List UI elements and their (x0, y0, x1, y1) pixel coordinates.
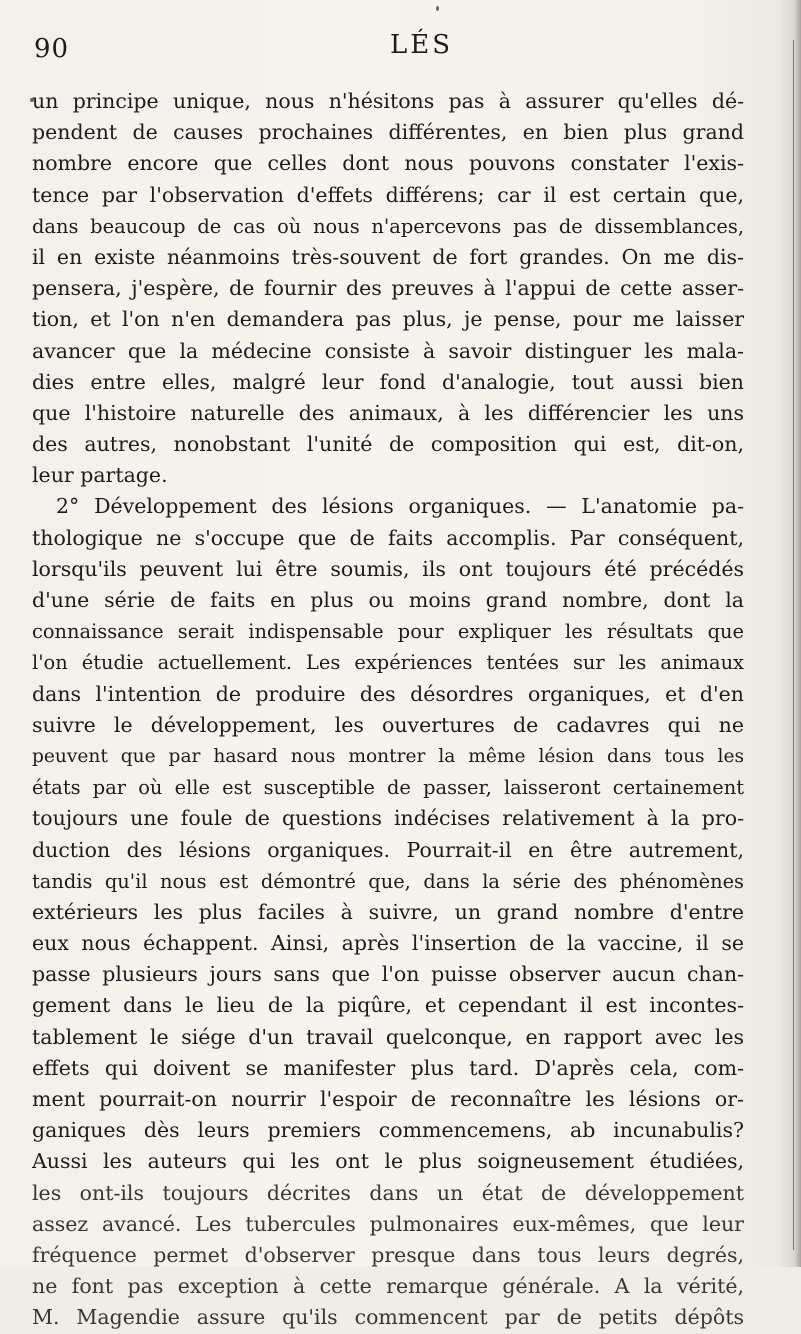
text-line: gement dans le lieu de la piqûre, et cependant il est incontes- (32, 993, 744, 1018)
text-line: pendent de causes prochaines différentes, en bien plus grand (32, 120, 744, 145)
text-line: toujours une foule de questions indécises relativement à la pro- (32, 806, 744, 831)
text-line: duction des lésions organiques. Pourrait-il en être autrement, (32, 837, 744, 862)
text-line: il en existe néanmoins très-souvent de fort grandes. On me dis- (32, 244, 744, 269)
text-line: pensera, j'espère, de fournir des preuves à l'appui de cette asser- (32, 276, 744, 301)
text-line: nombre encore que celles dont nous pouvons constater l'exis- (32, 151, 744, 176)
running-head: LÉS (390, 30, 454, 60)
text-line: tandis qu'il nous est démontré que, dans la série des phénomènes (32, 869, 744, 893)
text-line: thologique ne s'occupe que de faits accomplis. Par conséquent, (32, 525, 744, 550)
text-line: des autres, nonobstant l'unité de composition qui est, dit-on, (32, 432, 744, 457)
text-line: dans beaucoup de cas où nous n'apercevons pas de dissemblances, (32, 214, 744, 238)
text-line: peuvent que par hasard nous montrer la même lésion dans tous les (32, 745, 744, 767)
ink-speck (436, 6, 439, 11)
text-line: ne font pas exception à cette remarque générale. A la vérité, (32, 1274, 744, 1299)
text-line: tablement le siége d'un travail quelconque, en rapport avec les (32, 1024, 744, 1049)
text-line: extérieurs les plus faciles à suivre, un grand nombre d'entre (32, 899, 744, 924)
text-line: ment pourrait-on nourrir l'espoir de reconnaître les lésions or- (32, 1087, 744, 1111)
page-edge-line (793, 40, 794, 1250)
text-line: avancer que la médecine consiste à savoir distinguer les mala- (32, 338, 744, 363)
text-line: connaissance serait indispensable pour expliquer les résultats que (32, 620, 744, 644)
text-line: d'une série de faits en plus ou moins grand nombre, dont la (32, 588, 744, 612)
page-header (30, 28, 770, 68)
text-line: les ont-ils toujours décrites dans un état de développement (32, 1180, 744, 1205)
page-number: 90 (34, 34, 70, 64)
text-line: effets qui doivent se manifester plus tard. D'après cela, com- (32, 1055, 744, 1080)
text-line: leur partage. (32, 463, 168, 488)
text-line: un principe unique, nous n'hésitons pas à assurer qu'elles dé- (32, 89, 744, 113)
section-heading-line: 2° Développement des lésions organiques. — L'anatomie pa- (56, 494, 744, 519)
text-line: suivre le développement, les ouvertures de cadavres qui ne (32, 712, 744, 737)
text-line: ganiques dès leurs premiers commencemens, ab incunabulis? (32, 1118, 744, 1143)
text-line: tion, et l'on n'en demandera pas plus, je pense, pour me laisser (32, 307, 744, 332)
text-line: Aussi les auteurs qui les ont le plus soigneusement étudiées, (32, 1149, 744, 1174)
text-line: états par où elle est susceptible de passer, laisseront certainement (32, 776, 744, 800)
body-text (32, 86, 744, 1334)
text-line: assez avancé. Les tubercules pulmonaires eux-mêmes, que leur (32, 1211, 744, 1236)
text-line: dans l'intention de produire des désordres organiques, et d'en (32, 681, 744, 706)
text-line: dies entre elles, malgré leur fond d'analogie, tout aussi bien (32, 369, 744, 394)
page-edge-shadow (779, 0, 801, 1267)
text-line: l'on étudie actuellement. Les expériences tentées sur les animaux (32, 651, 744, 675)
text-line: eux nous échappent. Ainsi, après l'insertion de la vaccine, il se (32, 931, 744, 956)
text-line: M. Magendie assure qu'ils commencent par de petits dépôts (32, 1305, 744, 1330)
text-line: tence par l'observation d'effets différens; car il est certain que, (32, 182, 744, 207)
text-line: que l'histoire naturelle des animaux, à les différencier les uns (32, 400, 744, 425)
text-line: passe plusieurs jours sans que l'on puisse observer aucun chan- (32, 962, 744, 987)
text-line: lorsqu'ils peuvent lui être soumis, ils ont toujours été précédés (32, 556, 744, 581)
text-line: fréquence permet d'observer presque dans tous leurs degrés, (32, 1242, 744, 1267)
